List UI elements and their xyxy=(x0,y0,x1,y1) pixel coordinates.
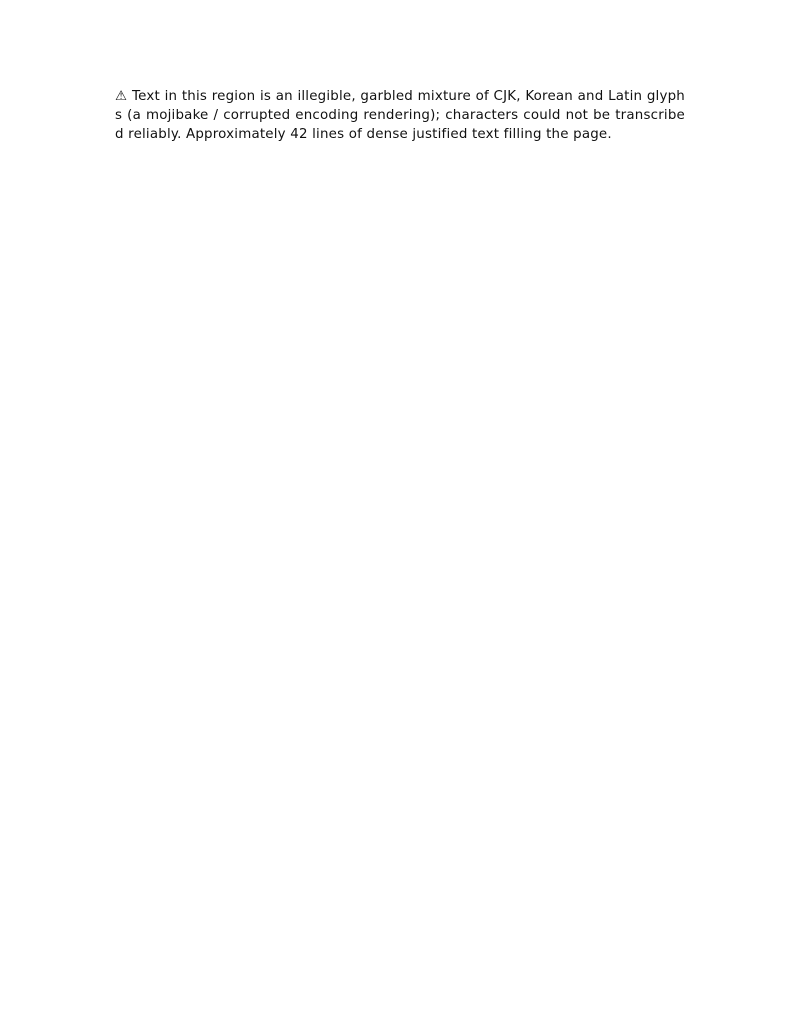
garbled-text-body: ⚠ Text in this region is an illegible, garbled mixture of CJK, Korean and Latin glyphs (a mojibake / corrupted encoding rendering); characters could not be transcribed reliably. Approximately 42 lines of dense justified text filling the page. xyxy=(115,89,685,142)
document-page xyxy=(115,88,685,988)
